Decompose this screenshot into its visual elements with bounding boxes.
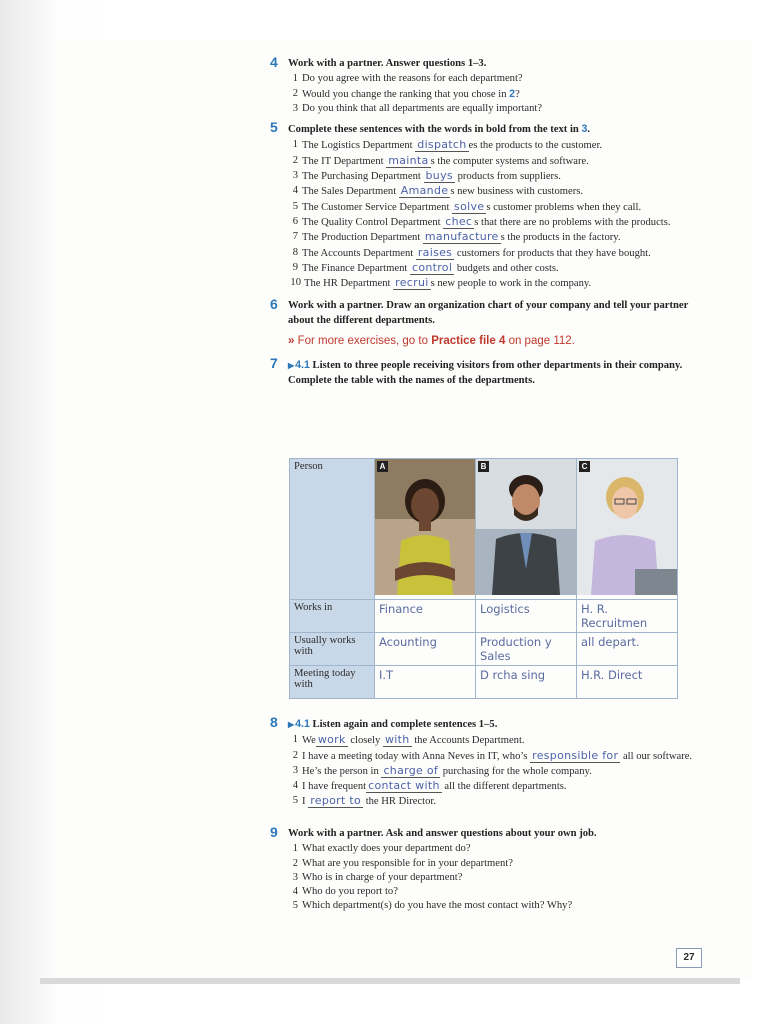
exercise-instruction: ▶ 4.1 Listen again and complete sentences 1–5. xyxy=(288,717,708,732)
table-cell[interactable]: D rcha sing xyxy=(476,666,577,699)
answer-blank[interactable]: Amande xyxy=(400,184,449,198)
table-cell[interactable]: Production y Sales xyxy=(476,633,577,666)
person-photo-a xyxy=(375,459,476,600)
answer-blank[interactable]: recrui xyxy=(395,276,429,290)
list-item: 2 What are you responsible for in your department? xyxy=(292,857,513,869)
exercise-number: 6 xyxy=(270,296,278,313)
table-cell[interactable]: H.R. Direct xyxy=(577,666,678,699)
exercise-4 xyxy=(270,54,690,116)
person-badge: B xyxy=(478,461,489,472)
list-item: 1 Do you agree with the reasons for each department? xyxy=(292,73,523,85)
table-row xyxy=(290,633,678,666)
table-cell[interactable]: all depart. xyxy=(577,633,678,666)
answer-blank[interactable]: chec xyxy=(445,214,473,228)
exercise-ref: 2 xyxy=(509,87,516,100)
exercise-ref: 3 xyxy=(581,123,588,136)
table-row xyxy=(290,666,678,699)
answer-blank[interactable]: contact with xyxy=(368,779,440,793)
person-photo-b xyxy=(476,459,577,600)
answer-blank[interactable]: work xyxy=(317,733,346,747)
practice-file-link[interactable]: » For more exercises, go to Practice file 4 on page 112. xyxy=(288,335,575,348)
exercise-9 xyxy=(270,824,708,914)
woman-portrait-icon xyxy=(375,459,475,595)
table-cell[interactable]: I.T xyxy=(375,666,476,699)
answer-blank[interactable]: raises xyxy=(417,245,453,259)
answer-blank[interactable]: control xyxy=(411,260,453,274)
table-cell[interactable]: Finance xyxy=(375,600,476,633)
table-row xyxy=(290,600,678,633)
man-portrait-icon xyxy=(476,459,576,595)
answer-blank[interactable]: responsible for xyxy=(532,748,619,762)
answer-blank[interactable]: dispatch xyxy=(417,138,467,152)
list-item: 6 The Quality Control Department chec s that there are no problems with the products. xyxy=(292,214,671,228)
list-item: 1 The Logistics Department dispatch es the products to the customer. xyxy=(292,138,603,152)
list-item: 9 The Finance Department control budgets and other costs. xyxy=(292,260,559,274)
answer-blank[interactable]: report to xyxy=(310,794,362,808)
table-cell[interactable]: Acounting xyxy=(375,633,476,666)
exercise-5 xyxy=(270,119,690,291)
sentence-list xyxy=(288,138,690,291)
list-item: 2 Would you change the ranking that you chose in 2? xyxy=(292,87,520,100)
answer-blank[interactable]: buys xyxy=(425,169,453,183)
list-item: 1 We work closely with the Accounts Department. xyxy=(292,733,525,747)
list-item: 3 Do you think that all departments are equally important? xyxy=(292,102,543,114)
answer-blank[interactable]: solve xyxy=(454,199,485,213)
list-item: 7 The Production Department manufacture s the products in the factory. xyxy=(292,230,621,244)
list-item: 2 I have a meeting today with Anna Neves in IT, who’s responsible for all our software. xyxy=(292,748,693,762)
exercise-6 xyxy=(270,296,690,328)
table-cell[interactable]: Logistics xyxy=(476,600,577,633)
list-item: 5 The Customer Service Department solve s customer problems when they call. xyxy=(292,199,642,213)
double-chevron-icon: » xyxy=(288,335,295,348)
list-item: 5 I report to the HR Director. xyxy=(292,794,437,808)
answer-blank[interactable]: mainta xyxy=(388,153,429,167)
list-item: 10 The HR Department recrui s new people to work in the company. xyxy=(290,276,592,290)
list-item: 4 Who do you report to? xyxy=(292,886,398,898)
exercise-7 xyxy=(270,355,690,388)
table-cell[interactable]: H. R. Recruitmen xyxy=(577,600,678,633)
list-item: 4 The Sales Department Amande s new business with customers. xyxy=(292,184,584,198)
exercise-number: 4 xyxy=(270,54,278,70)
answer-blank[interactable]: manufacture xyxy=(424,230,499,244)
list-item: 8 The Accounts Department raises customers for products that they have bought. xyxy=(292,245,651,259)
list-item: 3 The Purchasing Department buys products from suppliers. xyxy=(292,169,561,183)
question-list xyxy=(288,72,690,116)
exercise-8 xyxy=(270,714,708,810)
exercise-instruction: Complete these sentences with the words in bold from the text in 3. xyxy=(288,123,591,136)
departments-table xyxy=(289,458,678,699)
answer-blank[interactable]: charge of xyxy=(383,763,439,777)
person-photo-c xyxy=(577,459,678,600)
exercise-instruction: Work with a partner. Answer questions 1–3. xyxy=(288,58,487,69)
exercise-instruction: Work with a partner. Ask and answer questions about your own job. xyxy=(288,828,597,839)
page-number: 27 xyxy=(676,948,702,968)
question-list xyxy=(288,842,708,913)
list-item: 5 Which department(s) do you have the most contact with? Why? xyxy=(292,900,573,912)
page-bottom-edge xyxy=(40,978,740,984)
row-label: Usually works with xyxy=(290,633,375,666)
exercise-number: 5 xyxy=(270,119,278,136)
row-label: Works in xyxy=(290,600,375,633)
audio-track[interactable]: ▶ 4.1 xyxy=(288,718,310,730)
exercise-number: 8 xyxy=(270,714,278,730)
answer-blank[interactable]: with xyxy=(385,733,410,747)
list-item: 3 He’s the person in charge of purchasing for the whole company. xyxy=(292,763,592,777)
row-label: Meeting today with xyxy=(290,666,375,699)
person-badge: A xyxy=(377,461,388,472)
sentence-list xyxy=(288,733,708,809)
list-item: 2 The IT Department mainta s the computer systems and software. xyxy=(292,153,589,167)
person-badge: C xyxy=(579,461,590,472)
table-row xyxy=(290,459,678,600)
woman-with-glasses-portrait-icon xyxy=(577,459,677,595)
list-item: 3 Who is in charge of your department? xyxy=(292,871,463,883)
exercise-instruction: ▶ 4.1 Listen to three people receiving visitors from other departments in their company. Complete the table with the names of the departments. xyxy=(288,358,690,388)
list-item: 4 I have frequent contact with all the different departments. xyxy=(292,779,567,793)
exercise-number: 9 xyxy=(270,824,278,840)
table-header-label: Person xyxy=(290,459,375,600)
list-item: 1 What exactly does your department do? xyxy=(292,843,471,855)
exercise-instruction: Work with a partner. Draw an organization chart of your company and tell your partner about the different departments. xyxy=(288,300,689,326)
exercise-number: 7 xyxy=(270,355,278,372)
audio-track[interactable]: ▶ 4.1 xyxy=(288,359,310,371)
